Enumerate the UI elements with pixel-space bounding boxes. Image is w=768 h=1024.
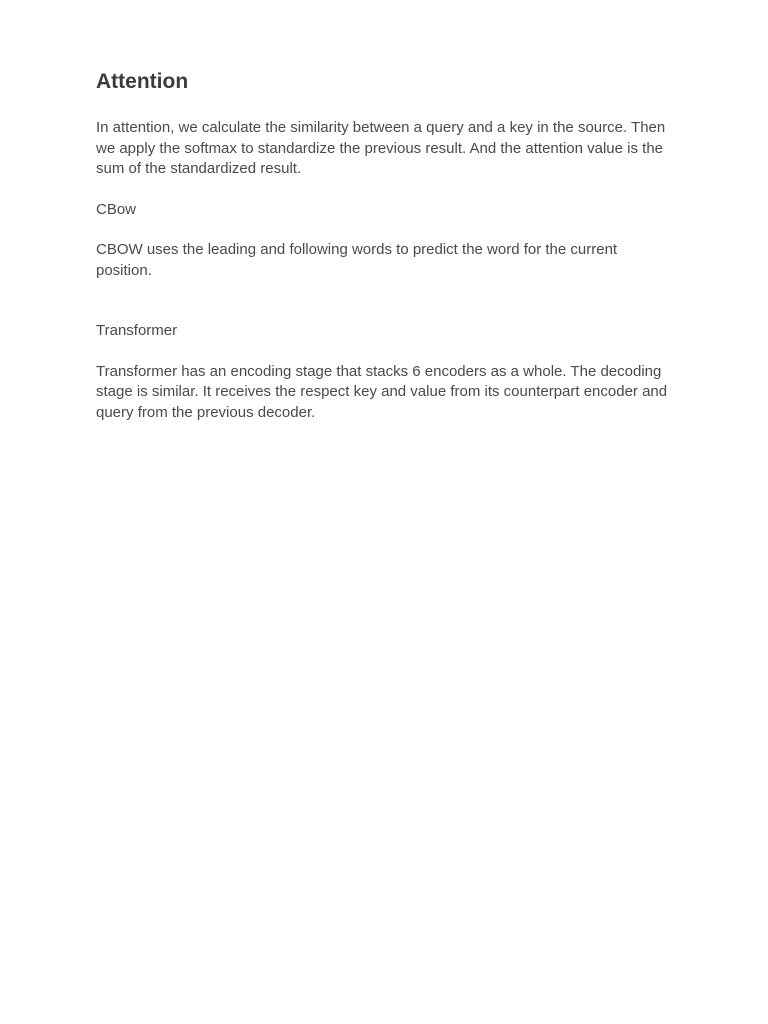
page-title: Attention <box>96 70 189 93</box>
paragraph-transformer-heading: Transformer <box>96 322 178 339</box>
document-body <box>96 68 676 423</box>
spacer <box>96 180 676 200</box>
paragraph-attention: In attention, we calculate the similarity between a query and a key in the source. Then we apply the softmax to standardize the previous result. And the attention value is the sum of the standardized result. <box>96 119 666 177</box>
spacer <box>96 281 676 321</box>
paragraph-transformer: Transformer has an encoding stage that stacks 6 encoders as a whole. The decoding stage is similar. It receives the respect key and value from its counterpart encoder and query from the previous decoder. <box>96 362 668 421</box>
paragraph-cbow-heading: CBow <box>96 200 137 218</box>
spacer <box>96 342 676 362</box>
spacer <box>96 220 676 240</box>
paragraph-cbow: CBOW uses the leading and following words to predict the word for the current position. <box>96 241 618 279</box>
